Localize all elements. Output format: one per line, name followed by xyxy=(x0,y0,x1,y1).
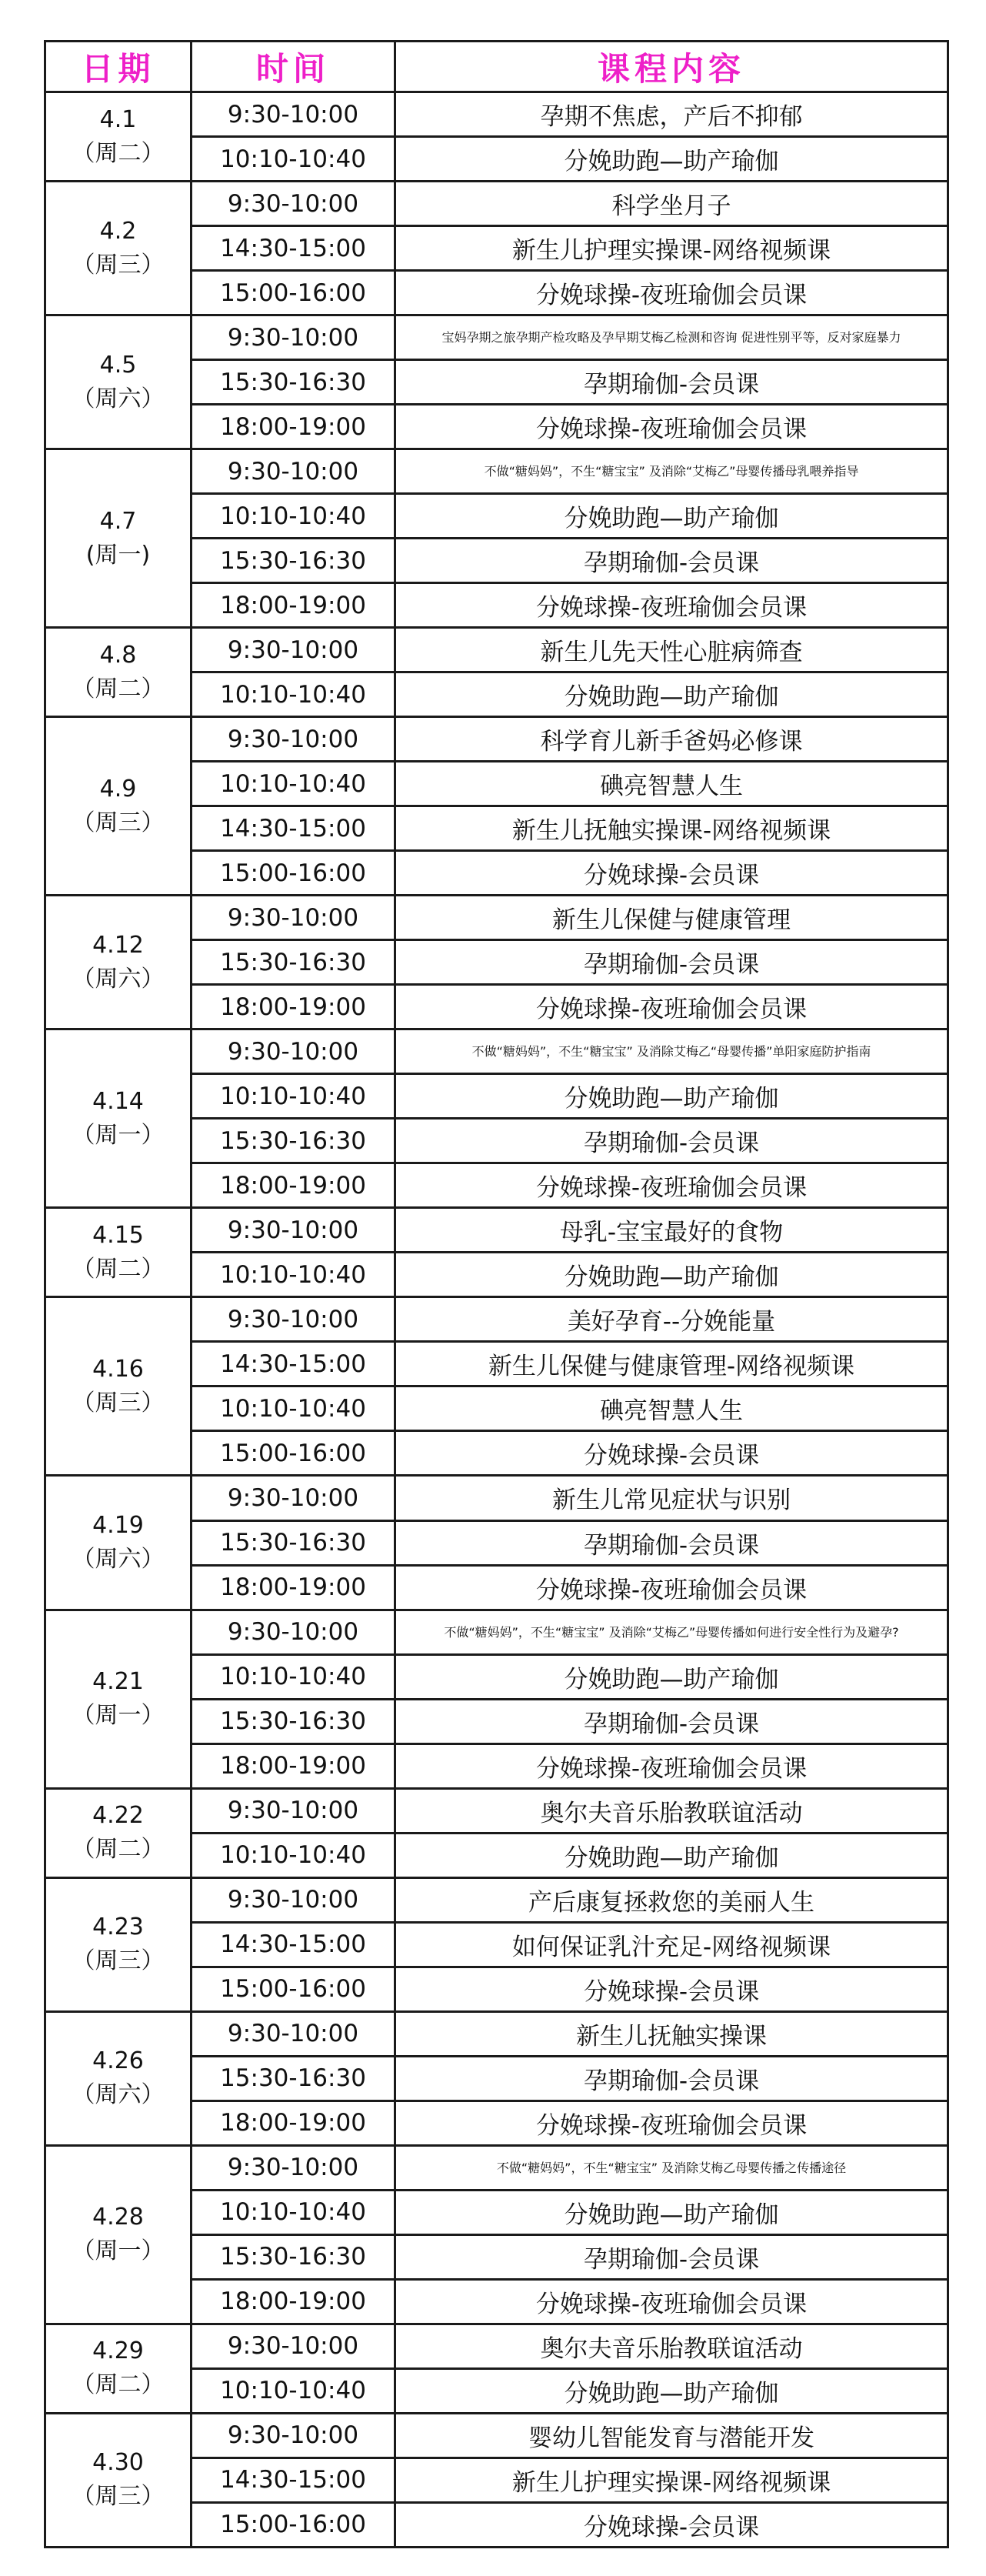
date-weekday: （周二） xyxy=(72,2371,165,2399)
date-weekday: （周六） xyxy=(72,1546,165,1573)
date-number: 4.22 xyxy=(92,1802,144,1830)
session-time: 15:00-16:00 xyxy=(192,1967,395,2011)
date-number: 4.26 xyxy=(92,2047,144,2075)
session-row xyxy=(45,92,948,137)
session-time: 15:30-16:30 xyxy=(192,539,395,583)
date-cell xyxy=(45,1029,192,1208)
session-course: 分娩球操-夜班瑜伽会员课 xyxy=(395,1743,948,1788)
date-cell xyxy=(45,182,192,315)
date-number: 4.9 xyxy=(99,775,137,802)
session-row xyxy=(45,1029,948,1074)
session-time: 18:00-19:00 xyxy=(192,2101,395,2145)
session-time: 18:00-19:00 xyxy=(192,985,395,1029)
session-time: 18:00-19:00 xyxy=(192,583,395,628)
date-number: 4.1 xyxy=(99,105,137,133)
session-course: 婴幼儿智能发育与潜能开发 xyxy=(395,2413,948,2458)
session-course: 孕期瑜伽-会员课 xyxy=(395,940,948,985)
session-row xyxy=(45,1476,948,1520)
session-row xyxy=(45,2011,948,2056)
session-time: 9:30-10:00 xyxy=(192,182,395,226)
session-course: 分娩球操-夜班瑜伽会员课 xyxy=(395,2101,948,2145)
session-time: 18:00-19:00 xyxy=(192,2279,395,2324)
date-weekday: （周二） xyxy=(72,139,165,167)
header-date: 日期 xyxy=(45,42,192,92)
session-course: 宝妈孕期之旅孕期产检攻略及孕早期艾梅乙检测和咨询 促进性别平等，反对家庭暴力 xyxy=(395,315,948,360)
session-time: 18:00-19:00 xyxy=(192,1163,395,1208)
session-course: 分娩球操-会员课 xyxy=(395,851,948,896)
session-course: 新生儿常见症状与识别 xyxy=(395,1476,948,1520)
session-time: 9:30-10:00 xyxy=(192,1788,395,1833)
session-row xyxy=(45,717,948,762)
session-time: 15:30-16:30 xyxy=(192,1520,395,1565)
session-time: 9:30-10:00 xyxy=(192,2011,395,2056)
session-row xyxy=(45,2145,948,2190)
date-weekday: （周三） xyxy=(72,1389,165,1416)
session-time: 18:00-19:00 xyxy=(192,1743,395,1788)
session-course: 分娩助跑—助产瑜伽 xyxy=(395,2368,948,2413)
session-course: 分娩助跑—助产瑜伽 xyxy=(395,137,948,182)
date-weekday: （周二） xyxy=(72,675,165,702)
session-time: 9:30-10:00 xyxy=(192,1029,395,1074)
schedule-body xyxy=(45,92,948,2548)
session-course: 如何保证乳汁充足-网络视频课 xyxy=(395,1922,948,1967)
session-course: 母乳-宝宝最好的食物 xyxy=(395,1208,948,1253)
session-course: 奥尔夫音乐胎教联谊活动 xyxy=(395,2324,948,2368)
date-cell xyxy=(45,1208,192,1297)
session-course: 不做“糖妈妈”，不生“糖宝宝” 及消除“艾梅乙”母婴传播如何进行安全性行为及避孕? xyxy=(395,1610,948,1654)
session-course: 孕期瑜伽-会员课 xyxy=(395,1699,948,1743)
date-number: 4.28 xyxy=(92,2204,144,2231)
session-time: 10:10-10:40 xyxy=(192,672,395,717)
date-cell xyxy=(45,2324,192,2413)
session-time: 15:00-16:00 xyxy=(192,851,395,896)
session-course: 孕期瑜伽-会员课 xyxy=(395,2234,948,2279)
session-course: 新生儿先天性心脏病筛查 xyxy=(395,628,948,672)
session-course: 科学育儿新手爸妈必修课 xyxy=(395,717,948,762)
session-course: 分娩球操-夜班瑜伽会员课 xyxy=(395,2279,948,2324)
date-weekday: (周一) xyxy=(85,541,151,569)
session-time: 10:10-10:40 xyxy=(192,2190,395,2234)
session-course: 孕期不焦虑，产后不抑郁 xyxy=(395,92,948,137)
date-weekday: （周六） xyxy=(72,385,165,412)
session-course: 孕期瑜伽-会员课 xyxy=(395,2056,948,2101)
session-course: 孕期瑜伽-会员课 xyxy=(395,539,948,583)
session-time: 10:10-10:40 xyxy=(192,762,395,806)
date-cell xyxy=(45,1877,192,2011)
session-time: 9:30-10:00 xyxy=(192,2413,395,2458)
date-number: 4.14 xyxy=(92,1087,144,1115)
date-weekday: （周二） xyxy=(72,1255,165,1283)
session-time: 15:00-16:00 xyxy=(192,1431,395,1476)
date-cell xyxy=(45,717,192,896)
session-time: 18:00-19:00 xyxy=(192,405,395,449)
date-number: 4.30 xyxy=(92,2449,144,2477)
date-cell xyxy=(45,2145,192,2324)
session-course: 分娩球操-会员课 xyxy=(395,1431,948,1476)
session-course: 新生儿护理实操课-网络视频课 xyxy=(395,226,948,271)
session-time: 18:00-19:00 xyxy=(192,1565,395,1610)
date-cell xyxy=(45,1476,192,1610)
date-weekday: （周一） xyxy=(72,1121,165,1149)
session-course: 不做“糖妈妈”，不生“糖宝宝” 及消除“艾梅乙”母婴传播母乳喂养指导 xyxy=(395,449,948,494)
session-row xyxy=(45,1877,948,1922)
session-course: 碘亮智慧人生 xyxy=(395,1386,948,1431)
date-weekday: （周六） xyxy=(72,965,165,993)
session-course: 分娩球操-夜班瑜伽会员课 xyxy=(395,985,948,1029)
session-course: 新生儿抚触实操课 xyxy=(395,2011,948,2056)
session-course: 分娩助跑—助产瑜伽 xyxy=(395,494,948,539)
date-number: 4.15 xyxy=(92,1221,144,1249)
session-time: 10:10-10:40 xyxy=(192,1833,395,1877)
session-row xyxy=(45,896,948,940)
session-course: 分娩球操-夜班瑜伽会员课 xyxy=(395,405,948,449)
session-course: 分娩球操-夜班瑜伽会员课 xyxy=(395,1163,948,1208)
session-time: 15:30-16:30 xyxy=(192,2234,395,2279)
date-number: 4.5 xyxy=(99,351,137,379)
date-weekday: （周三） xyxy=(72,809,165,836)
date-weekday: （周二） xyxy=(72,1836,165,1864)
session-time: 10:10-10:40 xyxy=(192,137,395,182)
session-time: 14:30-15:00 xyxy=(192,1342,395,1386)
session-course: 分娩助跑—助产瑜伽 xyxy=(395,672,948,717)
session-time: 14:30-15:00 xyxy=(192,1922,395,1967)
session-time: 15:30-16:30 xyxy=(192,2056,395,2101)
session-time: 15:30-16:30 xyxy=(192,1699,395,1743)
date-cell xyxy=(45,896,192,1029)
session-course: 分娩球操-夜班瑜伽会员课 xyxy=(395,271,948,315)
session-time: 9:30-10:00 xyxy=(192,2324,395,2368)
session-time: 10:10-10:40 xyxy=(192,1654,395,1699)
session-time: 9:30-10:00 xyxy=(192,1610,395,1654)
session-time: 9:30-10:00 xyxy=(192,1208,395,1253)
date-number: 4.16 xyxy=(92,1355,144,1383)
session-course: 碘亮智慧人生 xyxy=(395,762,948,806)
session-course: 孕期瑜伽-会员课 xyxy=(395,360,948,405)
session-course: 美好孕育--分娩能量 xyxy=(395,1297,948,1342)
session-row xyxy=(45,1788,948,1833)
session-course: 新生儿保健与健康管理-网络视频课 xyxy=(395,1342,948,1386)
header-course: 课程内容 xyxy=(395,42,948,92)
session-time: 10:10-10:40 xyxy=(192,1074,395,1119)
session-course: 新生儿保健与健康管理 xyxy=(395,896,948,940)
session-time: 14:30-15:00 xyxy=(192,226,395,271)
date-number: 4.19 xyxy=(92,1512,144,1539)
session-time: 9:30-10:00 xyxy=(192,717,395,762)
date-weekday: （周三） xyxy=(72,251,165,279)
session-time: 9:30-10:00 xyxy=(192,1476,395,1520)
session-course: 不做“糖妈妈”，不生“糖宝宝” 及消除艾梅乙“母婴传播”单阳家庭防护指南 xyxy=(395,1029,948,1074)
session-course: 分娩助跑—助产瑜伽 xyxy=(395,1253,948,1297)
session-course: 分娩助跑—助产瑜伽 xyxy=(395,2190,948,2234)
session-course: 分娩助跑—助产瑜伽 xyxy=(395,1654,948,1699)
session-row xyxy=(45,628,948,672)
session-time: 9:30-10:00 xyxy=(192,92,395,137)
session-time: 15:00-16:00 xyxy=(192,271,395,315)
session-row xyxy=(45,1208,948,1253)
header-row xyxy=(45,42,948,92)
session-time: 15:30-16:30 xyxy=(192,940,395,985)
date-cell xyxy=(45,628,192,717)
session-time: 14:30-15:00 xyxy=(192,2458,395,2502)
date-cell xyxy=(45,1788,192,1877)
date-number: 4.7 xyxy=(99,507,137,535)
date-weekday: （周三） xyxy=(72,2483,165,2511)
date-weekday: （周六） xyxy=(72,2081,165,2109)
session-time: 9:30-10:00 xyxy=(192,449,395,494)
header-time: 时间 xyxy=(192,42,395,92)
date-weekday: （周一） xyxy=(72,2237,165,2265)
date-number: 4.23 xyxy=(92,1914,144,1941)
session-row xyxy=(45,1610,948,1654)
session-time: 10:10-10:40 xyxy=(192,2368,395,2413)
session-course: 新生儿抚触实操课-网络视频课 xyxy=(395,806,948,851)
date-cell xyxy=(45,1610,192,1788)
session-time: 9:30-10:00 xyxy=(192,896,395,940)
date-number: 4.12 xyxy=(92,931,144,959)
session-row xyxy=(45,182,948,226)
session-time: 15:30-16:30 xyxy=(192,360,395,405)
session-course: 分娩球操-夜班瑜伽会员课 xyxy=(395,583,948,628)
session-course: 孕期瑜伽-会员课 xyxy=(395,1520,948,1565)
session-course: 不做“糖妈妈”，不生“糖宝宝” 及消除艾梅乙母婴传播之传播途径 xyxy=(395,2145,948,2190)
session-row xyxy=(45,449,948,494)
session-row xyxy=(45,315,948,360)
session-time: 9:30-10:00 xyxy=(192,1297,395,1342)
date-cell xyxy=(45,2011,192,2145)
date-number: 4.29 xyxy=(92,2337,144,2365)
session-time: 10:10-10:40 xyxy=(192,494,395,539)
session-time: 10:10-10:40 xyxy=(192,1253,395,1297)
session-course: 分娩球操-会员课 xyxy=(395,1967,948,2011)
session-course: 分娩助跑—助产瑜伽 xyxy=(395,1833,948,1877)
session-time: 9:30-10:00 xyxy=(192,2145,395,2190)
date-number: 4.8 xyxy=(99,641,137,669)
date-weekday: （周一） xyxy=(72,1702,165,1730)
session-time: 9:30-10:00 xyxy=(192,628,395,672)
session-course: 产后康复拯救您的美丽人生 xyxy=(395,1877,948,1922)
session-time: 15:00-16:00 xyxy=(192,2502,395,2547)
date-weekday: （周三） xyxy=(72,1947,165,1975)
session-course: 新生儿护理实操课-网络视频课 xyxy=(395,2458,948,2502)
session-row xyxy=(45,1297,948,1342)
session-time: 10:10-10:40 xyxy=(192,1386,395,1431)
date-cell xyxy=(45,1297,192,1476)
session-time: 15:30-16:30 xyxy=(192,1119,395,1163)
date-cell xyxy=(45,315,192,449)
date-cell xyxy=(45,2413,192,2547)
session-course: 科学坐月子 xyxy=(395,182,948,226)
session-course: 孕期瑜伽-会员课 xyxy=(395,1119,948,1163)
date-number: 4.21 xyxy=(92,1668,144,1696)
session-course: 分娩助跑—助产瑜伽 xyxy=(395,1074,948,1119)
session-time: 14:30-15:00 xyxy=(192,806,395,851)
session-course: 分娩球操-夜班瑜伽会员课 xyxy=(395,1565,948,1610)
schedule-table xyxy=(44,40,949,2548)
session-row xyxy=(45,2324,948,2368)
session-time: 9:30-10:00 xyxy=(192,1877,395,1922)
session-row xyxy=(45,2413,948,2458)
date-cell xyxy=(45,92,192,182)
session-course: 分娩球操-会员课 xyxy=(395,2502,948,2547)
session-time: 9:30-10:00 xyxy=(192,315,395,360)
date-cell xyxy=(45,449,192,628)
date-number: 4.2 xyxy=(99,217,137,245)
session-course: 奥尔夫音乐胎教联谊活动 xyxy=(395,1788,948,1833)
